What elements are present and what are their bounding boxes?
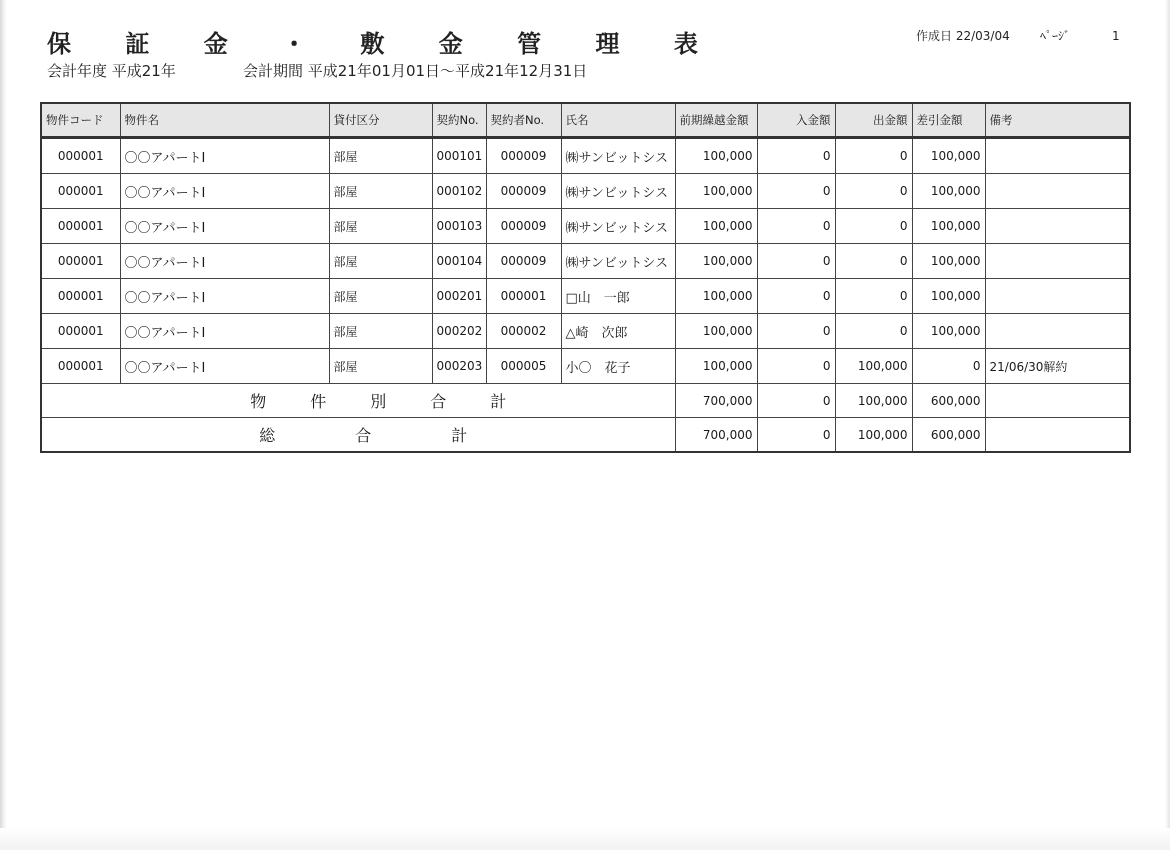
page-indicator (1040, 27, 1120, 44)
cell-note (985, 279, 1130, 314)
subtotal-label-char: 別 (370, 392, 387, 411)
cell-contractor-no: 000002 (486, 314, 561, 349)
cell-lease-type: 部屋 (329, 174, 432, 209)
cell-withdrawal: 0 (835, 314, 912, 349)
cell-contractor-no: 000009 (486, 138, 561, 174)
cell-balance: 100,000 (912, 209, 985, 244)
cell-property-name: 〇〇アパートⅠ (120, 244, 329, 279)
cell-name: ㈱サンビットシス (561, 209, 675, 244)
table-row (41, 279, 1130, 314)
table-row (41, 314, 1130, 349)
subtotal-note (985, 384, 1130, 418)
created-date: 作成日 22/03/04 (916, 29, 1010, 43)
cell-deposit: 0 (757, 174, 835, 209)
cell-balance: 0 (912, 349, 985, 384)
cell-name: ㈱サンビットシス (561, 138, 675, 174)
cell-note (985, 244, 1130, 279)
grand-total-label-char: 計 (451, 426, 468, 445)
grand-total-withdrawal: 100,000 (835, 418, 912, 453)
cell-withdrawal: 0 (835, 244, 912, 279)
cell-contract-no: 000203 (432, 349, 486, 384)
cell-carryover: 100,000 (675, 279, 757, 314)
cell-carryover: 100,000 (675, 174, 757, 209)
header-contract-no: 契約No. (432, 103, 486, 138)
subtotal-balance: 600,000 (912, 384, 985, 418)
subtotal-deposit: 0 (757, 384, 835, 418)
table-row (41, 209, 1130, 244)
cell-balance: 100,000 (912, 138, 985, 174)
cell-contract-no: 000102 (432, 174, 486, 209)
cell-property-code: 000001 (41, 244, 120, 279)
cell-contract-no: 000202 (432, 314, 486, 349)
grand-total-label (41, 418, 675, 453)
subtotal-label-char: 合 (430, 392, 447, 411)
cell-property-name: 〇〇アパートⅠ (120, 138, 329, 174)
cell-contract-no: 000201 (432, 279, 486, 314)
scan-edge-left (0, 0, 7, 850)
cell-contractor-no: 000009 (486, 244, 561, 279)
cell-deposit: 0 (757, 209, 835, 244)
cell-balance: 100,000 (912, 244, 985, 279)
subtotal-label-char: 件 (310, 392, 327, 411)
cell-property-code: 000001 (41, 349, 120, 384)
cell-property-code: 000001 (41, 209, 120, 244)
cell-property-name: 〇〇アパートⅠ (120, 174, 329, 209)
cell-lease-type: 部屋 (329, 349, 432, 384)
cell-contractor-no: 000009 (486, 209, 561, 244)
cell-name: ㈱サンビットシス (561, 244, 675, 279)
header-name: 氏名 (561, 103, 675, 138)
table-row (41, 138, 1130, 174)
cell-deposit: 0 (757, 314, 835, 349)
cell-property-name: 〇〇アパートⅠ (120, 209, 329, 244)
header-withdrawal: 出金額 (835, 103, 912, 138)
scan-edge-right (1165, 0, 1170, 850)
table-row (41, 244, 1130, 279)
subtotal-label-char: 物 (250, 392, 267, 411)
header-balance: 差引金額 (912, 103, 985, 138)
grand-total-note (985, 418, 1130, 453)
cell-contractor-no: 000005 (486, 349, 561, 384)
cell-lease-type: 部屋 (329, 244, 432, 279)
cell-contract-no: 000103 (432, 209, 486, 244)
cell-property-name: 〇〇アパートⅠ (120, 314, 329, 349)
cell-carryover: 100,000 (675, 244, 757, 279)
cell-lease-type: 部屋 (329, 138, 432, 174)
page-number: 1 (1112, 29, 1120, 43)
cell-carryover: 100,000 (675, 349, 757, 384)
header-contractor-no: 契約者No. (486, 103, 561, 138)
scan-edge-bottom (0, 828, 1170, 850)
grand-total-label-char: 合 (355, 426, 372, 445)
grand-total-label-char: 総 (259, 426, 276, 445)
cell-contractor-no: 000009 (486, 174, 561, 209)
cell-deposit: 0 (757, 138, 835, 174)
table-row (41, 349, 1130, 384)
cell-lease-type: 部屋 (329, 314, 432, 349)
grand-total-carryover: 700,000 (675, 418, 757, 453)
cell-note (985, 314, 1130, 349)
subtotal-row (41, 384, 1130, 418)
cell-withdrawal: 0 (835, 174, 912, 209)
cell-note (985, 138, 1130, 174)
cell-name: 小〇 花子 (561, 349, 675, 384)
accounting-period: 会計期間 平成21年01月01日～平成21年12月31日 (243, 62, 588, 80)
header-property-name: 物件名 (120, 103, 329, 138)
cell-name: ㈱サンビットシス (561, 174, 675, 209)
grand-total-balance: 600,000 (912, 418, 985, 453)
grand-total-row (41, 418, 1130, 453)
subtotal-carryover: 700,000 (675, 384, 757, 418)
cell-carryover: 100,000 (675, 209, 757, 244)
cell-property-code: 000001 (41, 314, 120, 349)
cell-property-name: 〇〇アパートⅠ (120, 349, 329, 384)
cell-carryover: 100,000 (675, 314, 757, 349)
cell-contract-no: 000101 (432, 138, 486, 174)
cell-withdrawal: 0 (835, 209, 912, 244)
cell-balance: 100,000 (912, 279, 985, 314)
subtotal-label (41, 384, 675, 418)
cell-deposit: 0 (757, 279, 835, 314)
cell-lease-type: 部屋 (329, 209, 432, 244)
header-property-code: 物件コード (41, 103, 120, 138)
header-deposit: 入金額 (757, 103, 835, 138)
cell-name: △崎 次郎 (561, 314, 675, 349)
cell-property-code: 000001 (41, 138, 120, 174)
header-lease-type: 貸付区分 (329, 103, 432, 138)
cell-carryover: 100,000 (675, 138, 757, 174)
cell-deposit: 0 (757, 244, 835, 279)
cell-property-name: 〇〇アパートⅠ (120, 279, 329, 314)
report-title: 保 証 金 ・ 敷 金 管 理 表 (47, 30, 721, 58)
subtotal-withdrawal: 100,000 (835, 384, 912, 418)
cell-property-code: 000001 (41, 279, 120, 314)
cell-withdrawal: 0 (835, 279, 912, 314)
header-note: 備考 (985, 103, 1130, 138)
cell-deposit: 0 (757, 349, 835, 384)
page-label: ﾍﾟｰｼﾞ (1040, 29, 1071, 43)
fiscal-year: 会計年度 平成21年 (47, 62, 176, 80)
cell-property-code: 000001 (41, 174, 120, 209)
cell-name: □山 一郎 (561, 279, 675, 314)
cell-lease-type: 部屋 (329, 279, 432, 314)
cell-note (985, 209, 1130, 244)
cell-balance: 100,000 (912, 314, 985, 349)
table-row (41, 174, 1130, 209)
subtotal-label-char: 計 (490, 392, 507, 411)
header-carryover: 前期繰越金額 (675, 103, 757, 138)
table-header-row (41, 103, 1130, 138)
cell-note (985, 174, 1130, 209)
cell-withdrawal: 0 (835, 138, 912, 174)
deposit-ledger-table (40, 102, 1131, 453)
cell-withdrawal: 100,000 (835, 349, 912, 384)
cell-balance: 100,000 (912, 174, 985, 209)
cell-contractor-no: 000001 (486, 279, 561, 314)
grand-total-deposit: 0 (757, 418, 835, 453)
cell-note: 21/06/30解約 (985, 349, 1130, 384)
cell-contract-no: 000104 (432, 244, 486, 279)
